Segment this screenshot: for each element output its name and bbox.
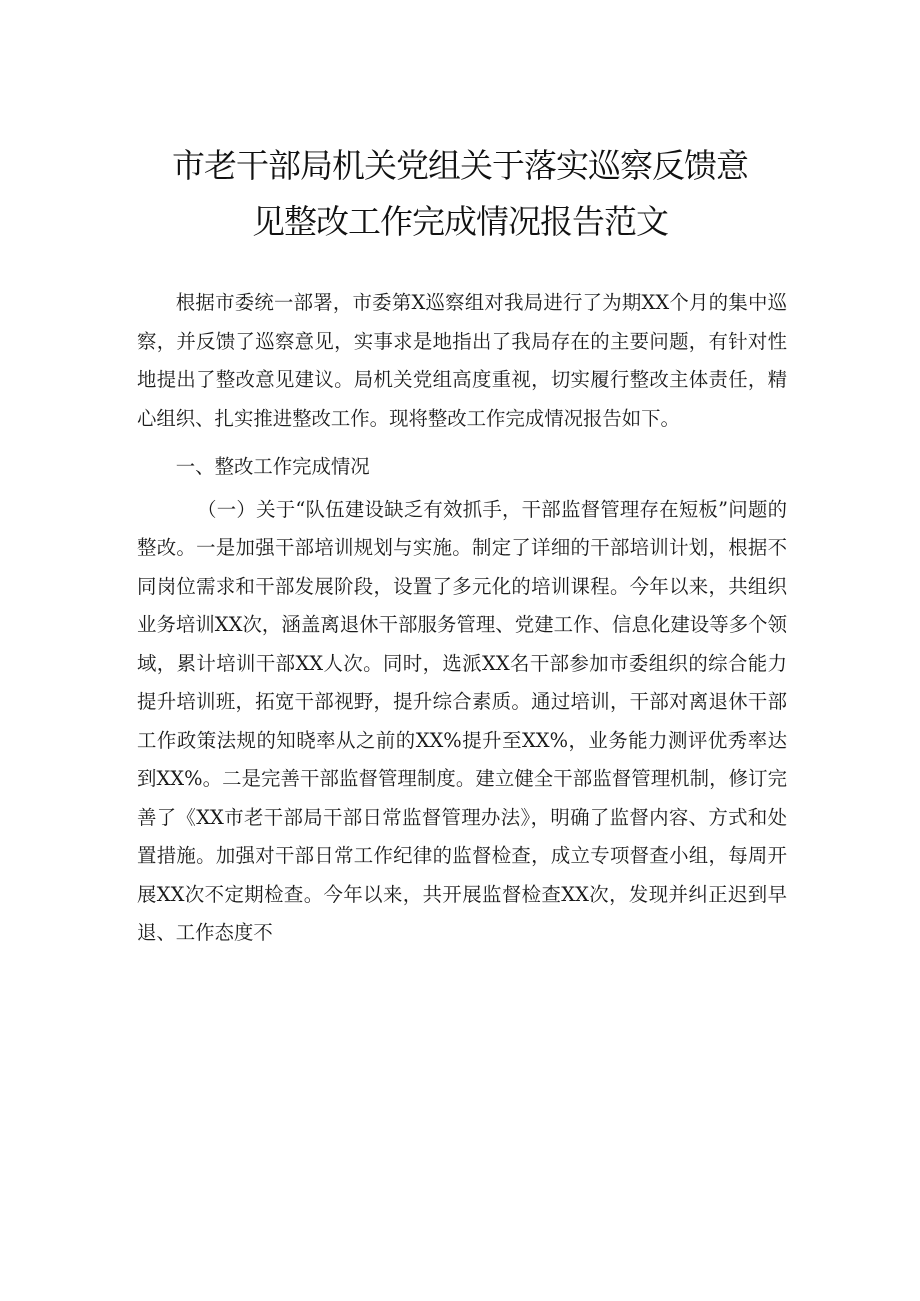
subsection-paragraph: （一）关于“队伍建设缺乏有效抓手，干部监督管理存在短板”问题的整改。一是加强干部培训规划与实施。制定了详细的干部培训计划，根据不同岗位需求和干部发展阶段，设置了多元化的培训课程。今年以来，共组织业务培训XX次，涵盖离退休干部服务管理、党建工作、信息化建设等多个领域，累计培训干部XX人次。同时，选派XX名干部参加市委组织的综合能力提升培训班，拓宽干部视野，提升综合素质。通过培训，干部对离退休干部工作政策法规的知晓率从之前的XX%提升至XX%，业务能力测评优秀率达到XX%。二是完善干部监督管理制度。建立健全干部监督管理机制，修订完善了《XX市老干部局干部日常监督管理办法》，明确了监督内容、方式和处置措施。加强对干部日常工作纪律的监督检查，成立专项督查小组，每周开展XX次不定期检查。今年以来，共开展监督检查XX次，发现并纠正迟到早退、工作态度不 bbox=[137, 497, 787, 944]
document-title-line-2: 见整改工作完成情况报告范文 bbox=[252, 202, 668, 241]
section-heading: 一、整改工作完成情况 bbox=[175, 455, 370, 478]
intro-paragraph: 根据市委统一部署，市委第X巡察组对我局进行了为期XX个月的集中巡察，并反馈了巡察意见，实事求是地指出了我局存在的主要问题，有针对性地提出了整改意见建议。局机关党组高度重视，切实履行整改主体责任，精心组织、扎实推进整改工作。现将整改工作完成情况报告如下。 bbox=[137, 291, 787, 430]
document-title-line-1: 市老干部局机关党组关于落实巡察反馈意 bbox=[172, 146, 748, 185]
document-body bbox=[137, 284, 787, 953]
